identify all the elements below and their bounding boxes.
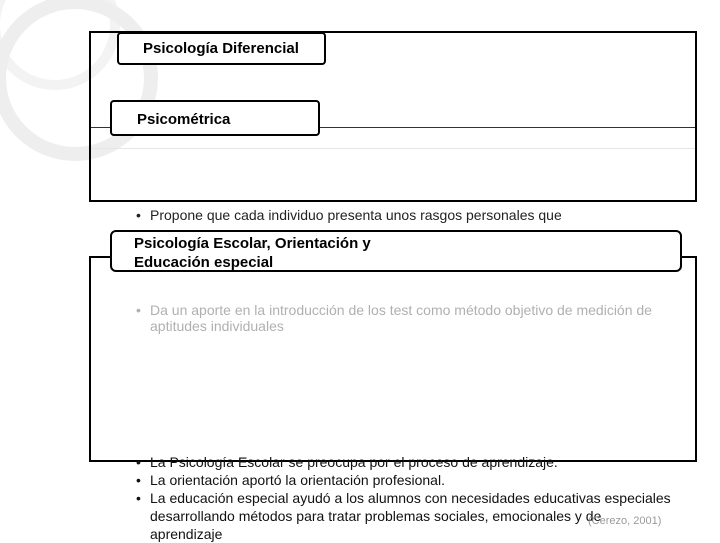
list-item: • Da un aporte en la introducción de los test como método objetivo de medición de aptitudes individuales <box>134 302 674 334</box>
psychometric-title: Psicométrica <box>137 111 231 128</box>
list-item: • La Psicología Escolar se preocupa por el proceso de aprendizaje. <box>134 453 674 471</box>
psychometric-bullet-list <box>134 302 674 334</box>
school-psychology-title-line2: Educación especial <box>134 254 274 271</box>
divider-line-light <box>91 148 695 149</box>
citation: (Cerezo, 2001) <box>588 515 662 527</box>
differential-psychology-label[interactable] <box>117 32 326 65</box>
differential-bullet-list <box>134 207 674 224</box>
school-psychology-label[interactable] <box>110 230 682 272</box>
content-frame-bottom <box>89 256 697 462</box>
list-item: • La orientación aportó la orientación profesional. <box>134 471 674 489</box>
psychometric-label[interactable] <box>110 100 320 136</box>
school-bullet-list <box>134 453 674 543</box>
school-psychology-title-line1: Psicología Escolar, Orientación y <box>134 235 371 252</box>
list-item: • La educación especial ayudó a los alumnos con necesidades educativas especiales desarrollando métodos para tratar problemas sociales, emocionales y de aprendizaje <box>134 489 674 543</box>
differential-psychology-title: Psicología Diferencial <box>143 40 299 57</box>
list-item: • Propone que cada individuo presenta unos rasgos personales que <box>134 207 674 224</box>
